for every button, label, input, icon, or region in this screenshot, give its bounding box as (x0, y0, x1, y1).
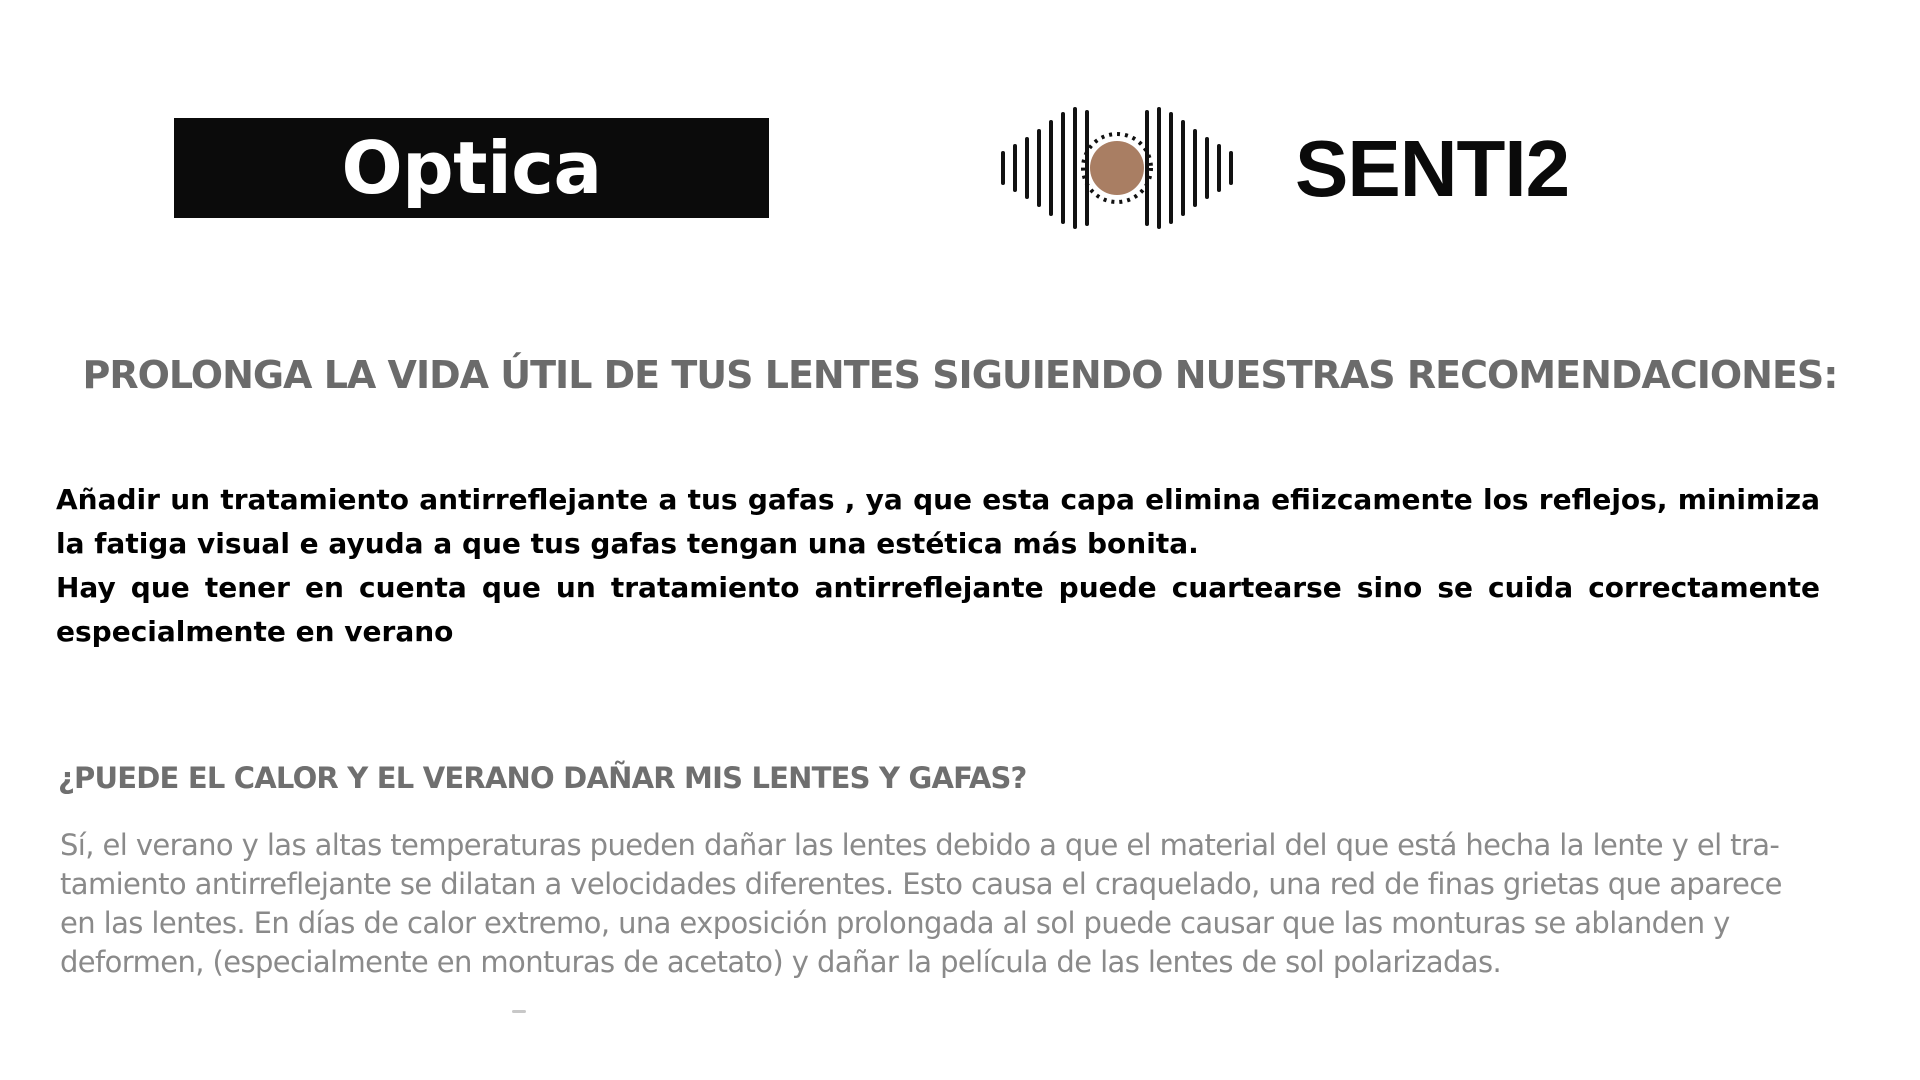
sun-dot (1090, 141, 1144, 195)
sound-wave-sun-icon (992, 104, 1242, 232)
decorative-mark (512, 1010, 526, 1013)
header-logos (0, 0, 1920, 310)
faq-answer-line: deformen, (especialmente en monturas de acetato) y dañar la película de las lentes de sol polarizadas. (60, 945, 1502, 979)
faq-answer-line: en las lentes. En días de calor extremo, una exposición prolongada al sol puede causar que las monturas se ablanden y (60, 906, 1730, 940)
faq-answer (60, 826, 1880, 982)
intro-paragraph-1: Añadir un tratamiento antirreflejante a tus gafas , ya que esta capa elimina efiizcamente los reflejos, minimiza la fatiga visual e ayuda a que tus gafas tengan una estética más bonita. (56, 483, 1820, 560)
intro-text (56, 478, 1820, 654)
optica-moraira-logo: Optica Moraira (174, 118, 769, 218)
intro-paragraph-2: Hay que tener en cuenta que un tratamiento antirreflejante puede cuartearse sino se cuida correctamente especialmente en verano (56, 571, 1820, 648)
faq-question: ¿PUEDE EL CALOR Y EL VERANO DAÑAR MIS LENTES Y GAFAS? (58, 761, 1027, 795)
page-title: PROLONGA LA VIDA ÚTIL DE TUS LENTES SIGUIENDO NUESTRAS RECOMENDACIONES: (82, 353, 1838, 397)
faq-answer-line: tamiento antirreflejante se dilatan a velocidades diferentes. Esto causa el craquelado, una red de finas grietas que aparece (60, 867, 1782, 901)
faq-answer-line: Sí, el verano y las altas temperaturas pueden dañar las lentes debido a que el material del que está hecha la lente y el tra- (60, 828, 1780, 862)
senti2-logo-text: SENTI2 (1295, 124, 1570, 213)
